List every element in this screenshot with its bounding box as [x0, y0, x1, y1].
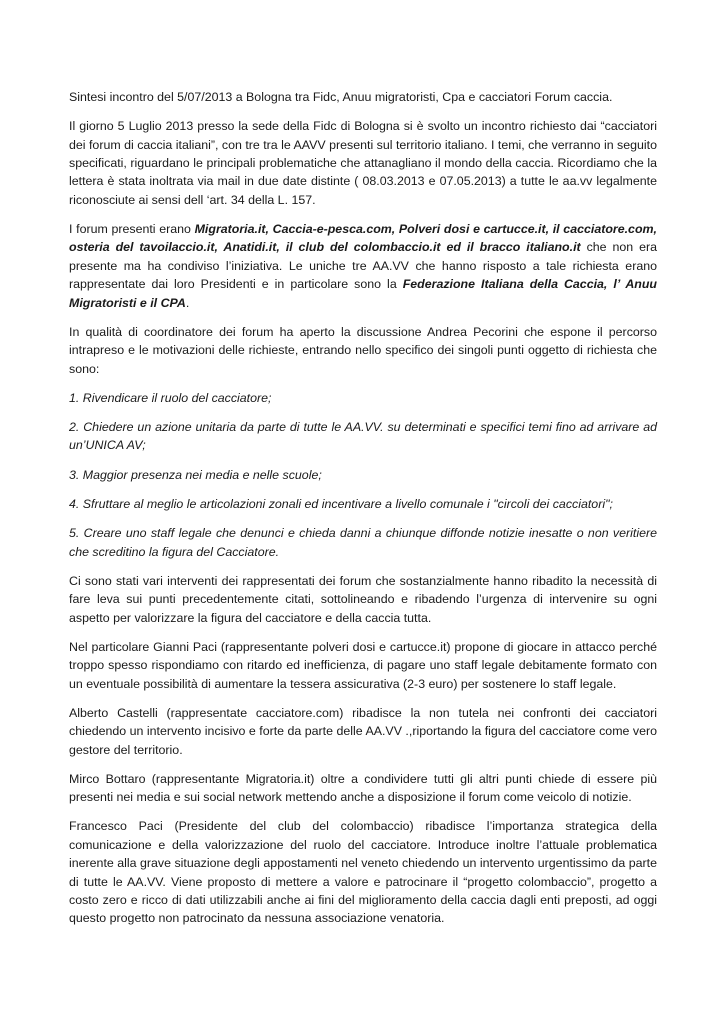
list-item-4: 4. Sfruttare al meglio le articolazioni zonali ed incentivare a livello comunale i "circoli dei cacciatori";: [69, 496, 613, 511]
list-item-1: 1. Rivendicare il ruolo del cacciatore;: [69, 390, 272, 405]
intro-paragraph: Il giorno 5 Luglio 2013 presso la sede della Fidc di Bologna si è svolto un incontro richiesto dai “cacciatori dei forum di caccia italiani”, con tre tra le AAVV presenti sul territorio italiano. I temi, che verranno in seguito specificati, riguardano le principali problematiche che attanagliano il mondo della caccia. Ricordiamo che la lettera è stata inoltrata via mail in due date distinte ( 08.03.2013 e 07.05.2013) a tutte le aa.vv legalmente riconosciute ai sensi dell ‘art. 34 della L. 157.: [69, 119, 657, 207]
list-item-2: 2. Chiedere un azione unitaria da parte di tutte le AA.VV. su determinati e specifici temi fino ad arrivare ad un’UNICA AV;: [69, 420, 657, 453]
forums-lead-text: I forum presenti erano: [69, 222, 195, 237]
list-item-3: 3. Maggior presenza nei media e nelle scuole;: [69, 467, 322, 482]
forums-list-text: Migratoria.it, Caccia-e-pesca.com, Polveri dosi e cartucce.it, il cacciatore.com, osteria del tavoilaccio.it, Anatidi.it, il club del colombaccio.it ed il bracco italiano.it: [69, 222, 657, 255]
forums-middle-text: che non era presente ma ha condiviso l’iniziativa. Le uniche tre AA.VV che hanno risposto a tale richiesta erano rappresentate dai loro Presidenti e in particolare sono la: [69, 240, 657, 292]
associations-text: Federazione Italiana della Caccia, l’ Anuu Migratoristi e il CPA: [69, 277, 657, 310]
interventions-paragraph: Ci sono stati vari interventi dei rappresentati dei forum che sostanzialmente hanno ribadito la necessità di fare leva sui punti precedentemente citati, sottolineando e ribadendo l’urgenza di intervenire su ogni aspetto per valorizzare la figura del cacciatore e della caccia tutta.: [69, 573, 657, 625]
list-item-5: 5. Creare uno staff legale che denunci e chieda danni a chiunque diffonde notizie inesatte o non veritiere che screditino la figura del Cacciatore.: [69, 526, 657, 559]
mirco-bottaro-paragraph: Mirco Bottaro (rappresentante Migratoria.it) oltre a condividere tutti gli altri punti chiede di essere più presenti nei media e sui social network mettendo anche a disposizione il forum come veicolo di notizie.: [69, 771, 657, 805]
coordinator-paragraph: In qualità di coordinatore dei forum ha aperto la discussione Andrea Pecorini che espone il percorso intrapreso e le motivazioni delle richieste, entrando nello specifico dei singoli punti oggetto di richiesta che sono:: [69, 324, 657, 376]
document-title: Sintesi incontro del 5/07/2013 a Bologna tra Fidc, Anuu migratoristi, Cpa e cacciatori Forum caccia.: [69, 90, 613, 104]
francesco-paci-paragraph: Francesco Paci (Presidente del club del colombaccio) ribadisce l’importanza strategica della comunicazione e della valorizzazione del ruolo del cacciatore. Introduce inoltre l’attuale problematica inerente alla grave situazione degli appostamenti nel veneto chiedendo un intervento urgentissimo da parte di tutte le AA.VV. Viene proposto di mettere a valore e patrocinare il “progetto colombaccio”, progetto a costo zero e ricco di dati utilizzabili anche ai fini del miglioramento della caccia dagli enti preposti, ad oggi questo progetto non patrocinato da nessuna associazione venatoria.: [69, 819, 657, 926]
gianni-paci-paragraph: Nel particolare Gianni Paci (rappresentante polveri dosi e cartucce.it) propone di giocare in attacco perché troppo spesso rispondiamo con ritardo ed inefficienza, di pagare uno staff legale debitamente formato con un eventuale possibilità di aumentare la tessera assicurativa (2-3 euro) per sostenere lo staff legale.: [69, 639, 657, 691]
forums-paragraph: [69, 220, 657, 312]
alberto-castelli-paragraph: Alberto Castelli (rappresentate cacciatore.com) ribadisce la non tutela nei confronti dei cacciatori chiedendo un intervento incisivo e forte da parte delle AA.VV .,riportando la figura del cacciatore come vero gestore del territorio.: [69, 705, 657, 757]
forums-end-text: .: [185, 295, 190, 310]
